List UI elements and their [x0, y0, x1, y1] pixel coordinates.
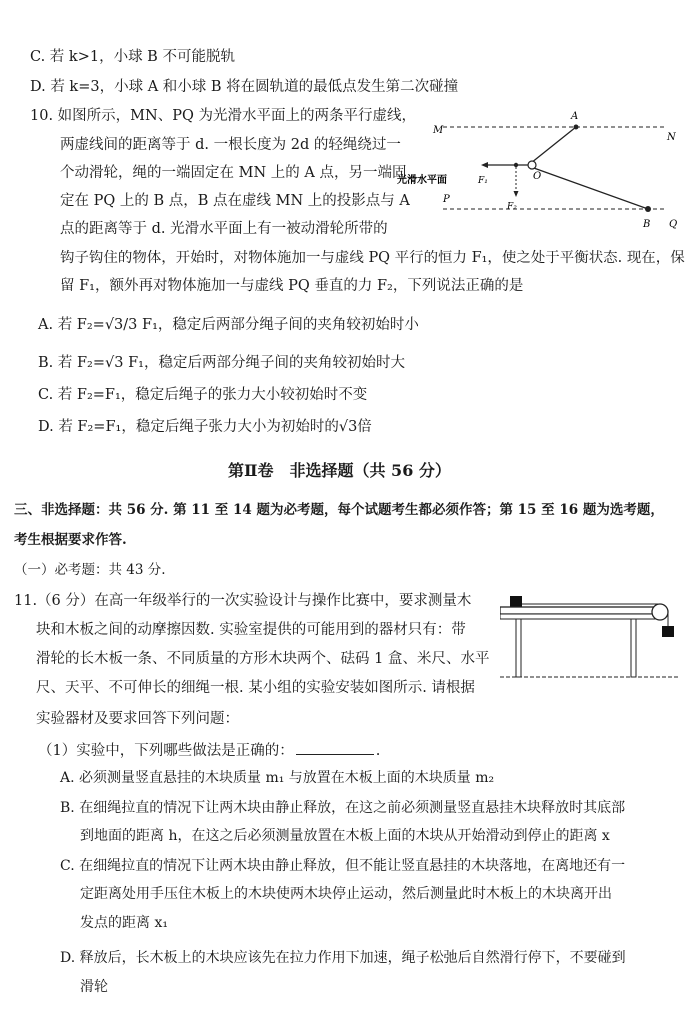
- prev-option-d: D. 若 k=3，小球 A 和小球 B 将在圆轨道的最低点发生第二次碰撞: [30, 79, 459, 95]
- pulley: [652, 604, 668, 620]
- pulley-O: [528, 161, 536, 169]
- svg-text:O: O: [533, 171, 542, 182]
- table-leg-left: [516, 619, 521, 677]
- svg-text:B: B: [643, 219, 651, 230]
- q11-option-a: A. 必须测量竖直悬挂的木块质量 m₁ 与放置在木板上面的木块质量 m₂: [60, 770, 495, 786]
- q11-line-5: 实验器材及要求回答下列问题：: [36, 711, 239, 727]
- long-board: [500, 607, 655, 614]
- q10-line-3: 个动滑轮，绳的一端固定在 MN 上的 A 点，另一端固: [60, 165, 407, 181]
- svg-text:F₂: F₂: [507, 202, 517, 212]
- section-sub: （一）必考题：共 43 分.: [14, 562, 166, 578]
- q10-option-c: C. 若 F₂=F₁，稳定后绳子的张力大小较初始时不变: [38, 387, 368, 403]
- q11-option-d-1: D. 释放后，长木板上的木块应该先在拉力作用下加速，绳子松弛后自然滑行停下，不要碰到: [60, 950, 626, 966]
- q10-line-1: 10. 如图所示，MN、PQ 为光滑水平面上的两条平行虚线，: [30, 108, 416, 124]
- q11-figure: [500, 592, 680, 686]
- q11-option-c-1: C. 在细绳拉直的情况下让两木块由静止释放，但不能让竖直悬挂的木块落地，在离地还有一: [60, 858, 626, 874]
- svg-text:P: P: [443, 194, 450, 205]
- block-on-board: [510, 596, 522, 607]
- q11-line-1: 11.（6 分）在高一年级举行的一次实验设计与操作比赛中，要求测量木: [14, 593, 472, 609]
- q10-line-7: 留 F₁，额外再对物体施加一与虚线 PQ 垂直的力 F₂，下列说法正确的是: [60, 278, 524, 294]
- rope-OA: [531, 127, 576, 163]
- answer-blank[interactable]: [296, 742, 374, 755]
- q10-line-6: 钩子钩住的物体，开始时，对物体施加一与虚线 PQ 平行的恒力 F₁，使之处于平衡状态. 现在，保: [60, 250, 685, 266]
- q10-option-a: A. 若 F₂=√3/3 F₁，稳定后两部分绳子间的夹角较初始时小: [38, 317, 419, 333]
- q11-option-b-1: B. 在细绳拉直的情况下让两木块由静止释放，在这之前必须测量竖直悬挂木块释放时其底部: [60, 800, 626, 816]
- q10-option-b: B. 若 F₂=√3 F₁，稳定后两部分绳子间的夹角较初始时大: [38, 355, 405, 371]
- q11-option-b-2: 到地面的距离 h，在这之后必须测量放置在木板上面的木块从开始滑动到停止的距离 x: [80, 828, 610, 844]
- prev-option-c: C. 若 k>1，小球 B 不可能脱轨: [30, 49, 235, 65]
- svg-text:F₁: F₁: [478, 176, 488, 186]
- q10-line-5: 点的距离等于 d. 光滑水平面上有一被动滑轮所带的: [60, 221, 388, 237]
- svg-text:N: N: [667, 132, 676, 143]
- q11-part1: （1）实验中，下列哪些做法是正确的： .: [38, 743, 381, 759]
- svg-text:光滑水平面: 光滑水平面: [397, 175, 447, 186]
- q11-line-3: 滑轮的长木板一条、不同质量的方形木块两个、砝码 1 盒、米尺、水平: [36, 651, 490, 667]
- q10-line-2: 两虚线间的距离等于 d. 一根长度为 2d 的轻绳绕过一: [60, 137, 401, 153]
- q10-option-d: D. 若 F₂=F₁，稳定后绳子张力大小为初始时的√3倍: [38, 419, 372, 435]
- q10-line-4: 定在 PQ 上的 B 点，B 点在虚线 MN 上的投影点与 A: [60, 193, 410, 209]
- q11-option-d-2: 滑轮: [80, 979, 108, 995]
- svg-text:A: A: [571, 111, 579, 122]
- q11-option-c-3: 发点的距离 x₁: [80, 915, 168, 931]
- q11-line-4: 尺、天平、不可伸长的细绳一根. 某小组的实验安装如图所示. 请根据: [36, 680, 475, 696]
- q11-option-c-2: 定距离处用手压住木板上的木块使两木块停止运动，然后测量此时木板上的木块离开出: [80, 886, 612, 902]
- section-title: 第Ⅱ卷 非选择题（共 56 分）: [228, 461, 451, 480]
- q11-line-2: 块和木板之间的动摩擦因数. 实验室提供的可能用到的器材只有：带: [36, 622, 466, 638]
- table-leg-right: [631, 619, 636, 677]
- q10-figure: [395, 105, 685, 235]
- rope-OB: [531, 167, 648, 209]
- svg-text:M: M: [433, 125, 444, 136]
- section-intro-2: 考生根据要求作答.: [14, 532, 127, 548]
- svg-text:Q: Q: [669, 219, 678, 230]
- point-F1-origin: [514, 163, 518, 167]
- section-intro-1: 三、非选择题：共 56 分. 第 11 至 14 题为必考题，每个试题考生都必须作答；第 15 至 16 题为选考题，: [14, 502, 664, 518]
- table-top: [500, 614, 655, 619]
- hanging-block: [662, 626, 674, 637]
